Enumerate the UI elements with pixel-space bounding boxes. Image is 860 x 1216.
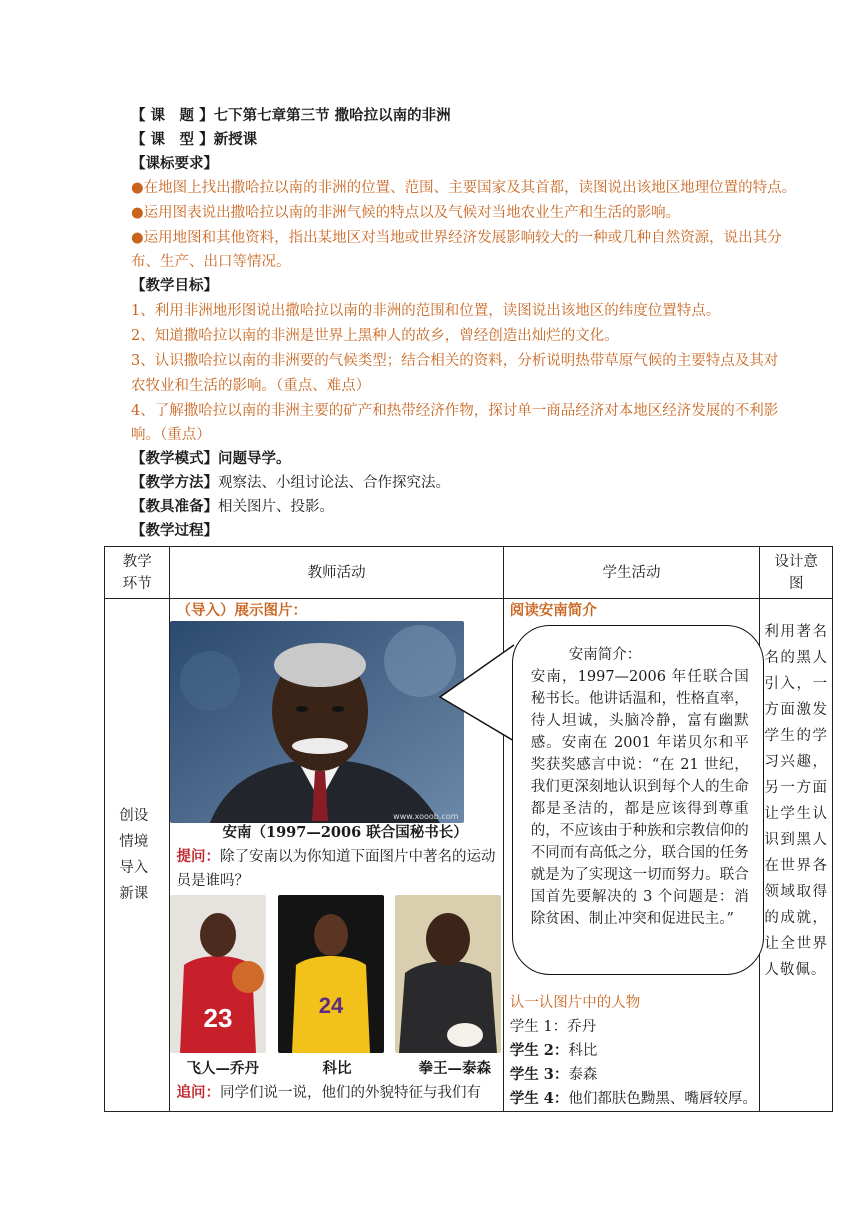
- athlete-caption-1: 飞人—乔丹: [186, 1060, 259, 1077]
- answer-3: 学生 3：泰森: [509, 1066, 598, 1083]
- jordan-photo: [170, 895, 266, 1053]
- athlete-caption-3: 拳王—泰森: [418, 1060, 491, 1077]
- tyson-photo: [395, 895, 501, 1053]
- mode-label: 【教学模式】: [131, 450, 218, 467]
- answer-2: 学生 2：科比: [509, 1042, 598, 1059]
- goal-4: 4、了解撒哈拉以南的非洲主要的矿产和热带经济作物，探讨单一商品经济对本地区经济发展的不利影: [131, 403, 779, 419]
- stage-text: 创设情境导入新课: [119, 808, 149, 902]
- bubble-tail: [438, 639, 518, 749]
- tools-value: 相关图片、投影。: [218, 499, 334, 515]
- goal-2: 2、知道撒哈拉以南的非洲是世界上黑种人的故乡，曾经创造出灿烂的文化。: [131, 328, 619, 344]
- intro-label: （导入）展示图片：: [176, 602, 307, 619]
- svg-text:24: 24: [319, 993, 344, 1018]
- annan-photo: [170, 621, 464, 823]
- ask-label: 提问：: [176, 848, 220, 865]
- svg-text:23: 23: [204, 1003, 233, 1033]
- followup-body: 同学们说一说，他们的外貌特征与我们有: [219, 1085, 481, 1101]
- question-text: [176, 845, 502, 893]
- identify-title: 认一认图片中的人物: [509, 995, 641, 1011]
- standard-3-cont: 布、生产、出口等情况。: [131, 254, 291, 270]
- header-design: 设计意图: [760, 547, 833, 599]
- standard-1: ●在地图上找出撒哈拉以南的非洲的位置、范围、主要国家及其首都，读图说出该地区地理位置的特点。: [131, 180, 797, 196]
- mode-line: [131, 447, 291, 471]
- type-label: 【 课 型 】: [131, 131, 214, 148]
- topic-label: 【 课 题 】: [131, 107, 214, 124]
- design-cell: [760, 599, 833, 1112]
- method-value: 观察法、小组讨论法、合作探究法。: [218, 475, 450, 491]
- topic-line: [131, 104, 451, 128]
- design-text: 利用著名名的黑人引入，一方面激发学生的学习兴趣，另一方面让学生认识到黑人在世界各领域取得的成就，让全世界人敬佩。: [764, 624, 828, 978]
- followup-text: [176, 1081, 502, 1105]
- bubble-title: 安南简介：: [568, 647, 642, 663]
- type-value: 新授课: [213, 131, 258, 148]
- tools-label: 【教具准备】: [131, 498, 218, 515]
- answer-1: 学生 1：乔丹: [509, 1019, 597, 1035]
- goals-label: 【教学目标】: [131, 277, 218, 294]
- standard-3: ●运用地图和其他资料，指出某地区对当地或世界经济发展影响较大的一种或几种自然资源，说出其分: [131, 230, 782, 246]
- kobe-photo: [278, 895, 384, 1053]
- athlete-caption-2: 科比: [322, 1060, 352, 1077]
- goal-4-cont: 响。（重点）: [131, 427, 211, 443]
- answer-4: 学生 4：他们都肤色黝黑、嘴唇较厚。: [509, 1090, 757, 1107]
- student-cell: [503, 599, 760, 1112]
- bubble-body: 安南，1997—2006 年任联合国秘书长。他讲话温和，性格直率，待人坦诚，头脑冷静，富有幽默感。安南在 2001 年诺贝尔和平奖获奖感言中说：“在 21 世纪，我们更深刻地认识到每个人的生命都是圣洁的，都是应该得到尊重的，不应该由于种族和宗教信仰的不同而有高低之分，联合国的任务就是为了实现这一切而努力。联合国首先要解决的 3 个问题是：消除贫困、制止冲突和促进民主。”: [530, 669, 749, 927]
- header-teacher: 教师活动: [170, 547, 503, 599]
- ask-text: 除了安南以为你知道下面图片中著名的运动员是谁吗？: [176, 849, 496, 889]
- followup-label: 追问：: [176, 1084, 220, 1101]
- tools-line: [131, 495, 334, 519]
- standards-label: 【课标要求】: [131, 155, 218, 172]
- type-line: [131, 128, 257, 152]
- standard-2: ●运用图表说出撒哈拉以南的非洲气候的特点以及气候对当地农业生产和生活的影响。: [131, 205, 681, 221]
- goal-3-cont: 农牧业和生活的影响。（重点、难点）: [131, 378, 371, 394]
- header-student: 学生活动: [503, 547, 760, 599]
- table-header-row: [105, 547, 833, 599]
- header-stage: 教学环节: [105, 547, 170, 599]
- method-line: [131, 471, 450, 495]
- read-title: 阅读安南简介: [509, 602, 597, 619]
- goal-3: 3、认识撒哈拉以南的非洲要的气候类型；结合相关的资料，分析说明热带草原气候的主要特点及其对: [131, 353, 779, 369]
- process-label: 【教学过程】: [131, 522, 218, 539]
- annan-bio-bubble: [512, 625, 764, 975]
- goal-1: 1、利用非洲地形图说出撒哈拉以南的非洲的范围和位置，读图说出该地区的纬度位置特点。: [131, 303, 721, 319]
- annan-caption: 安南（1997—2006 联合国秘书长）: [222, 824, 468, 841]
- table-row: [105, 599, 833, 1112]
- stage-cell: [105, 599, 170, 1112]
- topic-value: 七下第七章第三节 撒哈拉以南的非洲: [213, 107, 451, 124]
- mode-value: 问题导学。: [218, 450, 291, 467]
- photo-watermark: www.xooob.com: [393, 812, 459, 821]
- method-label: 【教学方法】: [131, 474, 218, 491]
- process-table: [104, 546, 833, 1112]
